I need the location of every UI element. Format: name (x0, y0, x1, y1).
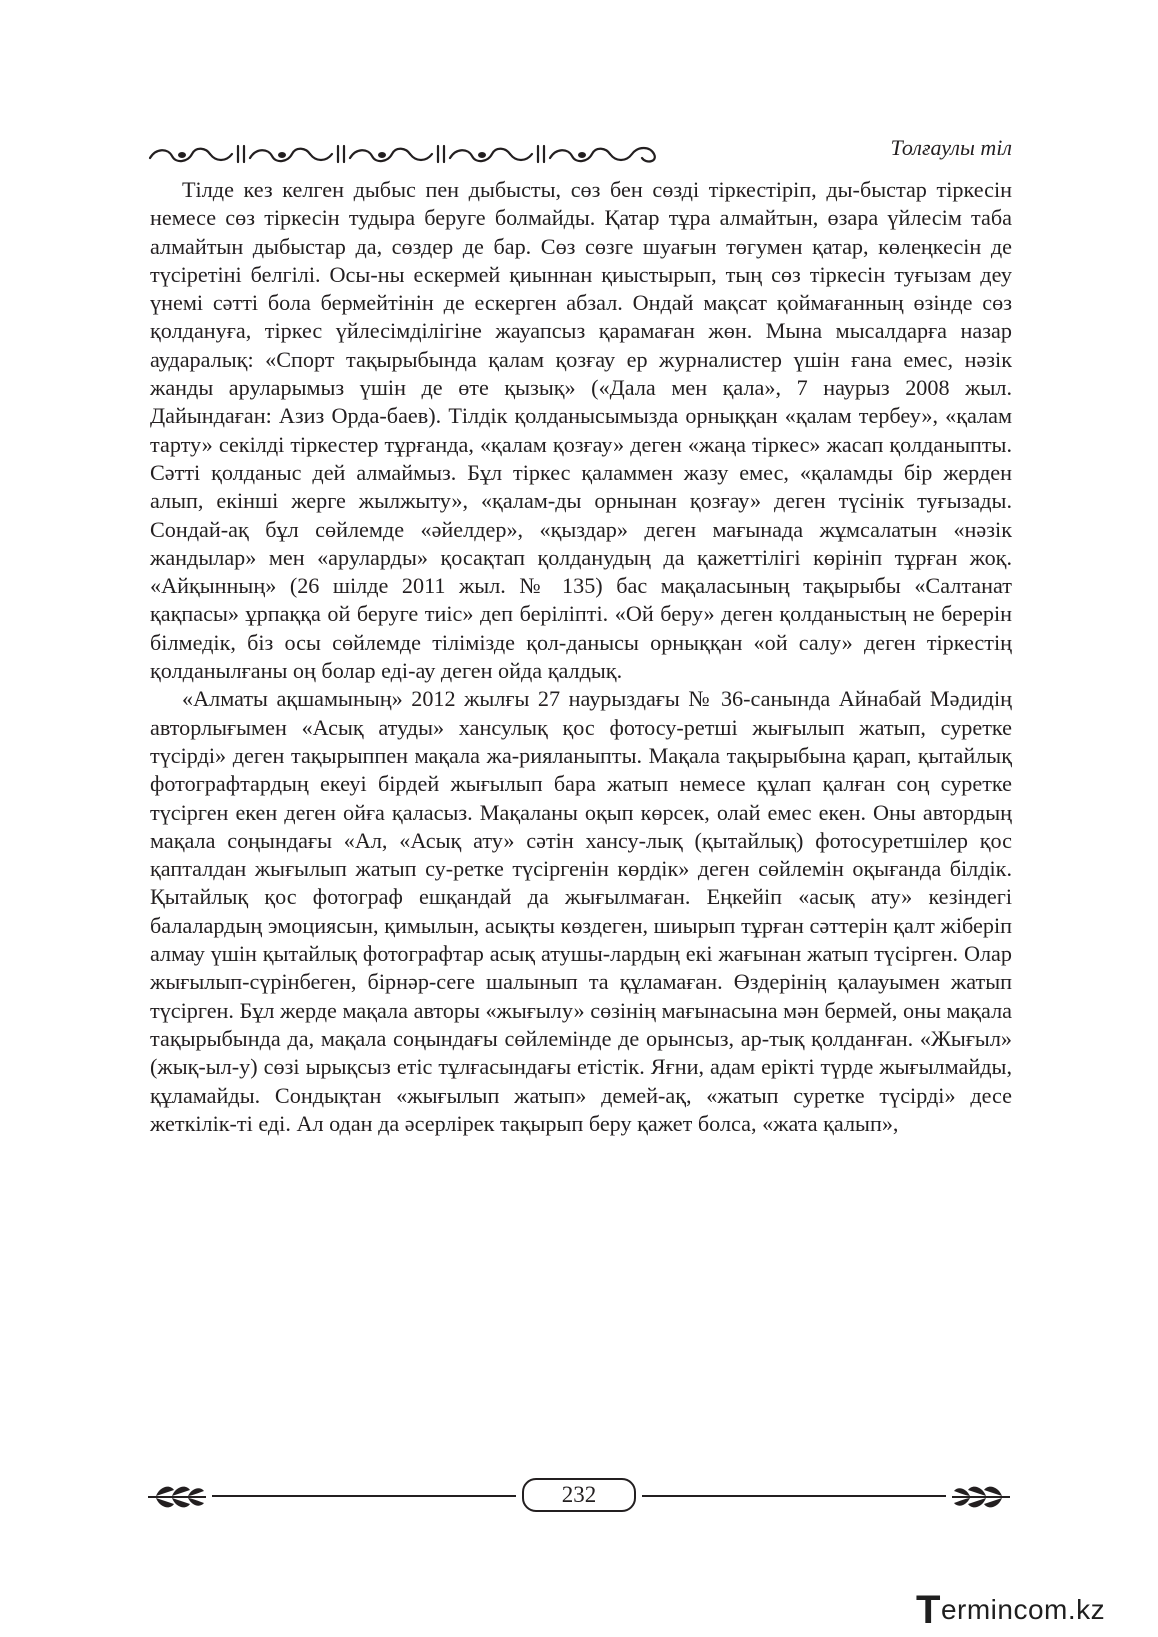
footer-rule-left (212, 1495, 516, 1497)
paragraph: Тілде кез келген дыбыс пен дыбысты, сөз бен сөзді тіркестіріп, ды-быстар тіркесін немесе сөз тіркесін тудыра беруге болмайды. Қатар тұра алмайтын, өзара үйлесім таба алмайтын дыбыстар да, сөздер де бар. Сөз сөзге шуағын төгумен қатар, көлеңкесін де түсіретіні белгілі. Осы-ны ескермей қиыннан қиыстырып, тың сөз тіркесін туғызам деу үнемі сәтті бола бермейтінін де ескерген абзал. Ондай мақсат қоймағанның өзінде сөз қолдануға, тіркес үйлесімділігіне жауапсыз қарамаған жөн. Мына мысалдарға назар аударалық: «Спорт тақырыбында қалам қозғау ер журналистер үшін ғана емес, нәзік жанды аруларымыз үшін де өте қызық» («Дала мен қала», 7 наурыз 2008 жыл. Дайындаған: Азиз Орда-баев). Тілдік қолданысымызда орныққан «қалам тербеу», «қалам тарту» секілді тіркестер тұрғанда, «қалам қозғау» деген «жаңа тіркес» жасап қолданыпты. Сәтті қолданыс дей алмаймыз. Бұл тіркес қаламмен жазу емес, «қаламды бір жерден алып, екінші жерге жылжыту», «қалам-ды орнынан қозғау» деген түсінік туғызады. Сондай-ақ бұл сөйлемде «әйелдер», «қыздар» деген мағынада жұмсалатын «нәзік жандылар» мен «аруларды» қосақтап қолданудың да қажеттілігі көрініп тұрған жоқ. «Айқынның» (26 шілде 2011 жыл. № 135) бас мақаласының тақырыбы «Салтанат қақпасы» ұрпаққа ой беруге тиіс» деп берілiпті. «Ой беру» деген қолданыстың не берерін білмедік, біз осы сөйлемде тілімізде қол-данысы орныққан «ой салу» деген тіркестің қолданылғаны оң болар еді-ау деген ойда қалдық. (150, 177, 1012, 684)
paragraph: «Алматы ақшамының» 2012 жылғы 27 наурыздағы № 36-санында Айнабай Мәдидің авторлығымен «Асық атуды» хансулық қос фотосу-ретші жығылып жатып, суретке түсірді» деген тақырыппен мақала жа-рияланыпты. Мақала тақырыбына қарап, қытайлық фотографтардың екеуі бірдей жығылып бара жатып немесе құлап қалған соң суретке түсірген екен деген ойға қаласыз. Мақаланы оқып көрсек, олай емес екен. Оны автордың мақала соңындағы «Ал, «Асық ату» сәтін хансу-лық (қытайлық) фотосуретшілер қос қапталдан жығылып жатып су-ретке түсіргенін көрдік» деген сөйлемін оқығанда білдік. Қытайлық қос фотограф ешқандай да жығылмаған. Еңкейіп «асық ату» кезіндегі балалардың эмоциясын, қимылын, асықты көздеген, шиырып тұрған сәттерін қалт жіберіп алмау үшін қытайлық фотографтар асық атушы-лардың екі жағынан жатып түсірген. Олар жығылып-сүрінбеген, бірнәр-сеге шалынып та құламаған. Өздерінің қалауымен жатып түсірген. Бұл жерде мақала авторы «жығылу» сөзінің мағынасына мән бермей, оны мақала тақырыбында да, мақала соңындағы сөйлемінде де орынсыз, ар-тық қолданған. «Жығыл» (жық-ыл-у) сөзі ырықсыз етіс тұлғасындағы етістік. Яғни, адам ерікті түрде жығылмайды, құламайды. Сондықтан «жығылып жатып» демей-ақ, «жатып суретке түсірді» десе жеткілік-ті еді. Ал одан да әсерлірек тақырып беру қажет болса, «жата қалып», (150, 686, 1012, 1136)
running-header-title: Толғаулы тіл (890, 135, 1012, 160)
page-number: 232 (522, 1478, 636, 1512)
page-footer (146, 1476, 1012, 1516)
laurel-leaf-icon (946, 1480, 1012, 1512)
watermark-text: ermincom.kz (940, 1594, 1106, 1625)
footer-rule-right (642, 1495, 946, 1497)
body-text (150, 176, 1012, 1138)
site-watermark (916, 1588, 1156, 1632)
running-header (146, 134, 1012, 168)
watermark-initial: T (916, 1588, 941, 1632)
scroll-ornament-icon (146, 140, 666, 168)
laurel-leaf-icon (146, 1480, 212, 1512)
